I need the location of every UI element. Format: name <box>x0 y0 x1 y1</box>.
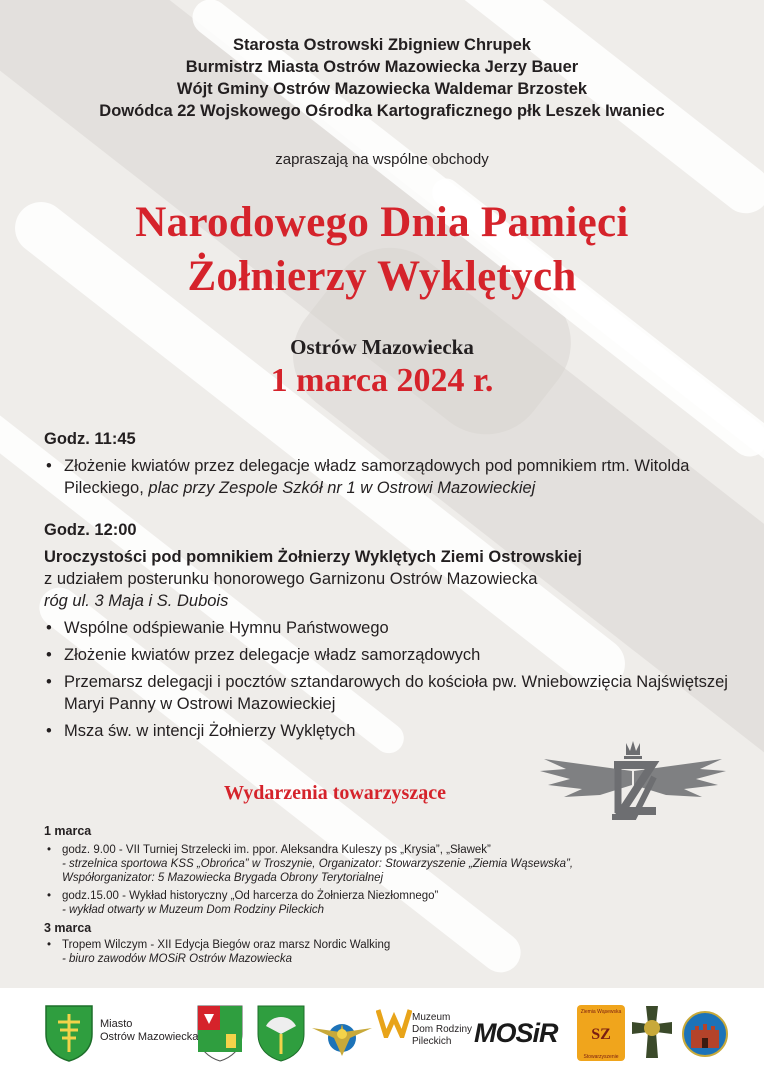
event-sub: - biuro zawodów MOSiR Ostrów Mazowiecka <box>62 953 293 965</box>
military-geography-badge-icon <box>310 1004 374 1062</box>
museum-logo-line-1: Muzeum <box>412 1012 451 1023</box>
event-title-line-2: Żołnierzy Wyklętych <box>187 253 577 300</box>
program-block-1 <box>44 428 744 499</box>
program-place: róg ul. 3 Maja i S. Dubois <box>44 592 229 610</box>
county-crest-icon <box>196 1004 244 1062</box>
event-date: 1 marca 2024 r. <box>270 362 494 399</box>
events-title: Wydarzenia towarzyszące <box>224 782 446 804</box>
program-item: • Wspólne odśpiewanie Hymnu Państwowego <box>44 617 744 639</box>
program-time: Godz. 11:45 <box>44 430 136 448</box>
program-item: • Przemarsz delegacji i pocztów sztandarowych do kościoła pw. Wniebowzięcia Najświętszej Maryi Panny w Ostrowi Mazowieckiej <box>44 671 744 715</box>
territorial-defence-cross-icon <box>628 1002 676 1062</box>
mosir-logo: MOSiR <box>474 1018 558 1048</box>
events-day: 3 marca <box>44 921 92 935</box>
program-item-text: Złożenie kwiatów przez delegacje władz samorządowych pod pomnikiem rtm. Witolda Pileckiego, <box>64 457 690 497</box>
cursed-soldiers-emblem-icon <box>536 737 730 825</box>
program-item: • Złożenie kwiatów przez delegacje władz samorządowych <box>44 644 744 666</box>
program-time: Godz. 12:00 <box>44 521 137 539</box>
program-block-2 <box>44 519 744 742</box>
city-logo-text <box>100 1018 198 1044</box>
program-item: • Msza św. w intencji Żołnierzy Wyklętych <box>44 720 744 742</box>
event-main: • godz.15.00 - Wykład historyczny „Od harcerza do Żołnierza Niezłomnego” <box>62 890 439 902</box>
sz-monogram: SZ <box>591 1026 611 1043</box>
museum-logo-text <box>412 1012 472 1048</box>
ostrow-city-crest-icon <box>44 1004 94 1062</box>
museum-logo-line-3: Pileckich <box>412 1036 452 1047</box>
event-title-line-1: Narodowego Dnia Pamięci <box>135 199 629 246</box>
event-item <box>44 938 644 966</box>
sz-ring-top: Ziemia Wąsewska <box>580 1009 622 1015</box>
event-title <box>0 196 764 304</box>
program-item <box>44 455 744 499</box>
host-line: Starosta Ostrowski Zbigniew Chrupek <box>233 36 531 54</box>
museum-logo-icon <box>376 1008 412 1038</box>
program-heading: Uroczystości pod pomnikiem Żołnierzy Wyklętych Ziemi Ostrowskiej <box>44 548 582 566</box>
sz-ring-bottom: Stowarzyszenie <box>583 1054 619 1060</box>
host-line: Wójt Gminy Ostrów Mazowiecka Waldemar Brzostek <box>176 80 588 98</box>
event-item <box>44 843 644 885</box>
event-main: • Tropem Wilczym - XII Edycja Biegów oraz marsz Nordic Walking <box>62 939 391 951</box>
events-list <box>44 824 644 970</box>
partner-logos-bar <box>0 988 764 1080</box>
castle-crest-icon <box>680 1004 730 1062</box>
event-sub: - wykład otwarty w Muzeum Dom Rodziny Pileckich <box>62 904 325 916</box>
ziemia-wasewska-badge-icon <box>576 1004 626 1062</box>
event-item <box>44 889 644 917</box>
host-line: Dowódca 22 Wojskowego Ośrodka Kartograficznego płk Leszek Iwaniec <box>99 102 665 120</box>
program-item-place: plac przy Zespole Szkół nr 1 w Ostrowi Mazowieckiej <box>148 479 536 497</box>
city-logo-line-2: Ostrów Mazowiecka <box>100 1031 199 1043</box>
commune-crest-icon <box>256 1004 306 1062</box>
event-sub: - strzelnica sportowa KSS „Obrońca” w Troszynie, Organizator: Stowarzyszenie „Ziemia Wąsewska”, Współorganizator: 5 Mazowiecka Brygada Obrony Terytorialnej <box>62 858 574 884</box>
museum-logo-line-2: Dom Rodziny <box>412 1024 473 1035</box>
invitation-text: zapraszają na wspólne obchody <box>275 151 489 168</box>
program-description: z udziałem posterunku honorowego Garnizonu Ostrów Mazowiecka <box>44 570 538 588</box>
hosts-list <box>0 34 764 122</box>
host-line: Burmistrz Miasta Ostrów Mazowiecka Jerzy Bauer <box>185 58 579 76</box>
city-logo-line-1: Miasto <box>100 1018 133 1030</box>
event-city: Ostrów Mazowiecka <box>290 335 474 359</box>
events-day: 1 marca <box>44 824 92 838</box>
event-main: • godz. 9.00 - VII Turniej Strzelecki im. ppor. Aleksandra Kuleszy ps „Krysia”, „Sławek” <box>62 844 491 856</box>
